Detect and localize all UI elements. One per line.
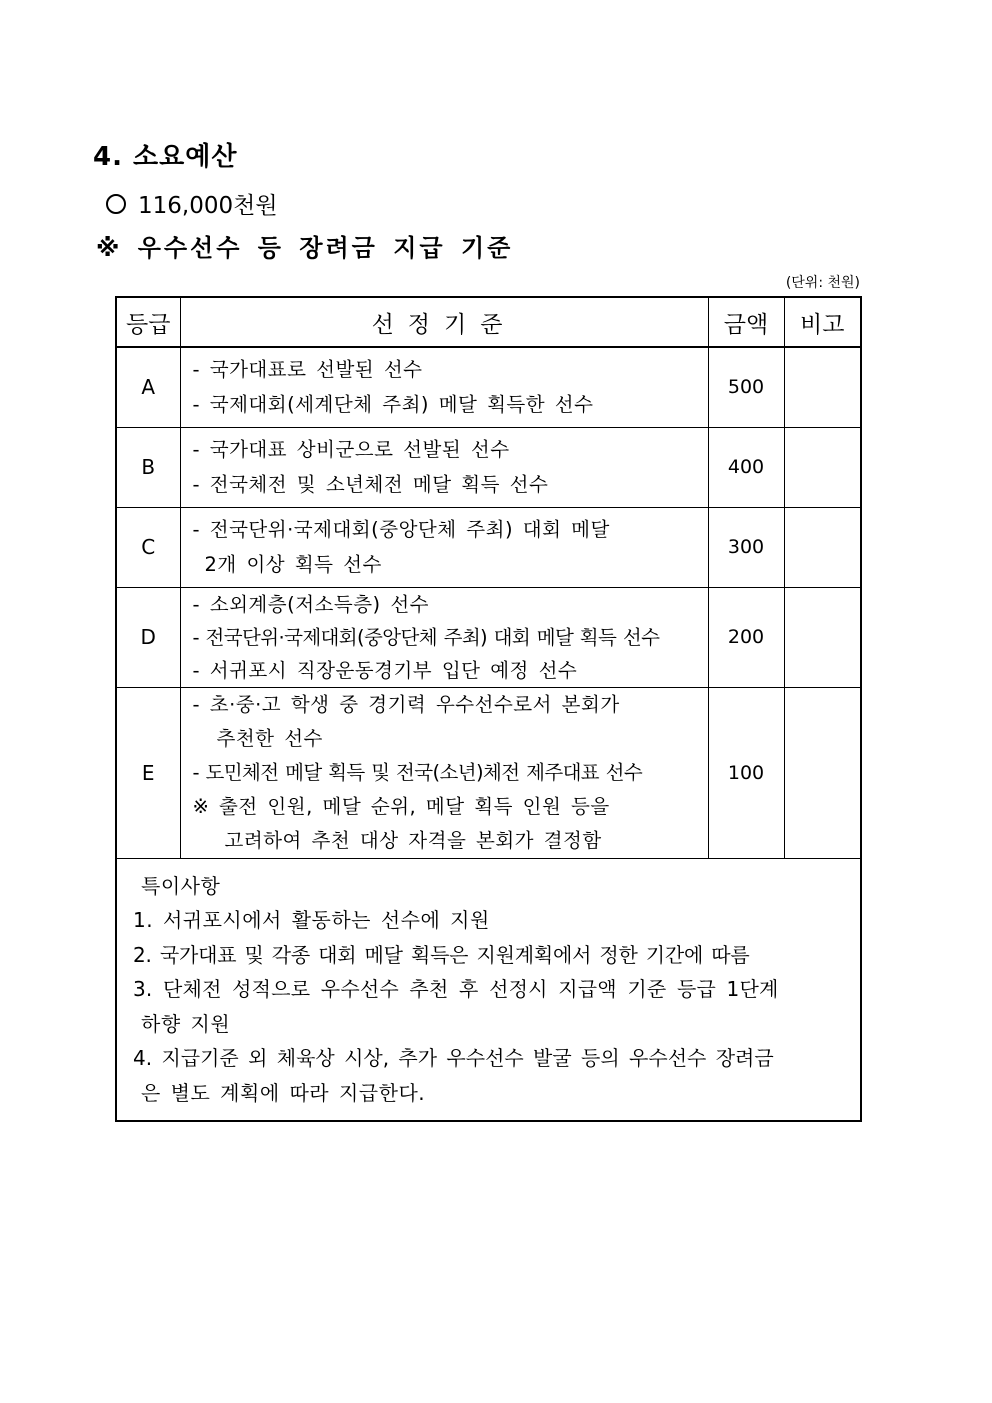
unit-label: (단위: 천원) bbox=[785, 275, 860, 291]
criteria-table bbox=[115, 296, 862, 1122]
circle-bullet-icon bbox=[106, 194, 126, 214]
criteria-cell bbox=[180, 427, 708, 507]
notes-item: 1. 서귀포시에서 활동하는 선수에 지원 bbox=[133, 908, 490, 932]
notes-item: 2. 국가대표 및 각종 대회 메달 획득은 지원계획에서 정한 기간에 따름 bbox=[133, 942, 750, 967]
table-row bbox=[116, 427, 861, 507]
criteria-line: 2개 이상 획득 선수 bbox=[204, 553, 382, 576]
remarks-cell bbox=[784, 347, 861, 427]
criteria-line: - 국제대회(세계단체 주최) 메달 획득한 선수 bbox=[192, 393, 594, 417]
table-row bbox=[116, 347, 861, 427]
table-row bbox=[116, 507, 861, 587]
amount-cell: 400 bbox=[708, 427, 784, 507]
notes-item: 은 별도 계획에 따라 지급한다. bbox=[141, 1080, 426, 1105]
notes-item: 3. 단체전 성적으로 우수선수 추천 후 선정시 지급액 기준 등급 1단계 bbox=[133, 977, 779, 1001]
criteria-line: - 전국체전 및 소년체전 메달 획득 선수 bbox=[192, 473, 549, 496]
criteria-cell bbox=[180, 347, 708, 427]
amount-cell: 100 bbox=[708, 687, 784, 858]
criteria-line: - 국가대표로 선발된 선수 bbox=[192, 358, 423, 382]
table-header-row bbox=[116, 297, 861, 347]
grade-cell: B bbox=[116, 427, 180, 507]
subtitle: ※ 우수선수 등 장려금 지급 기준 bbox=[96, 234, 514, 262]
criteria-cell bbox=[180, 687, 708, 858]
amount-cell: 300 bbox=[708, 507, 784, 587]
table-row bbox=[116, 587, 861, 687]
header-criteria: 선정기준 bbox=[180, 297, 708, 347]
budget-line bbox=[106, 187, 278, 220]
criteria-cell bbox=[180, 587, 708, 687]
criteria-line: - 전국단위·국제대회(중앙단체 주최) 대회 메달 bbox=[192, 518, 610, 541]
amount-cell: 500 bbox=[708, 347, 784, 427]
criteria-line: - 국가대표 상비군으로 선발된 선수 bbox=[192, 438, 510, 461]
notes-item: 하향 지원 bbox=[141, 1011, 231, 1036]
criteria-line: 고려하여 추천 대상 자격을 본회가 결정함 bbox=[224, 828, 602, 852]
notes-title: 특이사항 bbox=[141, 873, 221, 898]
notes-cell bbox=[116, 858, 861, 1121]
criteria-cell bbox=[180, 507, 708, 587]
criteria-line: - 전국단위·국제대회(중앙단체 주최) 대회 메달 획득 선수 bbox=[192, 625, 660, 649]
notes-item: 4. 지급기준 외 체육상 시상, 추가 우수선수 발굴 등의 우수선수 장려금 bbox=[133, 1046, 774, 1070]
remarks-cell bbox=[784, 587, 861, 687]
criteria-line: - 서귀포시 직장운동경기부 입단 예정 선수 bbox=[192, 658, 578, 682]
grade-cell: E bbox=[116, 687, 180, 858]
header-grade: 등급 bbox=[116, 297, 180, 347]
table-row bbox=[116, 687, 861, 858]
grade-cell: D bbox=[116, 587, 180, 687]
section-title: 4. 소요예산 bbox=[93, 142, 238, 172]
grade-cell: A bbox=[116, 347, 180, 427]
criteria-line: - 소외계층(저소득층) 선수 bbox=[192, 592, 430, 616]
notes-row bbox=[116, 858, 861, 1121]
criteria-line: 추천한 선수 bbox=[216, 726, 323, 750]
remarks-cell bbox=[784, 687, 861, 858]
criteria-line: - 초·중·고 학생 중 경기력 우수선수로서 본회가 bbox=[192, 692, 620, 716]
criteria-line: - 도민체전 메달 획득 및 전국(소년)체전 제주대표 선수 bbox=[192, 760, 643, 784]
budget-amount: 116,000천원 bbox=[138, 193, 278, 219]
amount-cell: 200 bbox=[708, 587, 784, 687]
header-remarks: 비고 bbox=[784, 297, 861, 347]
criteria-line: ※ 출전 인원, 메달 순위, 메달 획득 인원 등을 bbox=[192, 794, 610, 818]
remarks-cell bbox=[784, 427, 861, 507]
header-amount: 금액 bbox=[708, 297, 784, 347]
grade-cell: C bbox=[116, 507, 180, 587]
remarks-cell bbox=[784, 507, 861, 587]
